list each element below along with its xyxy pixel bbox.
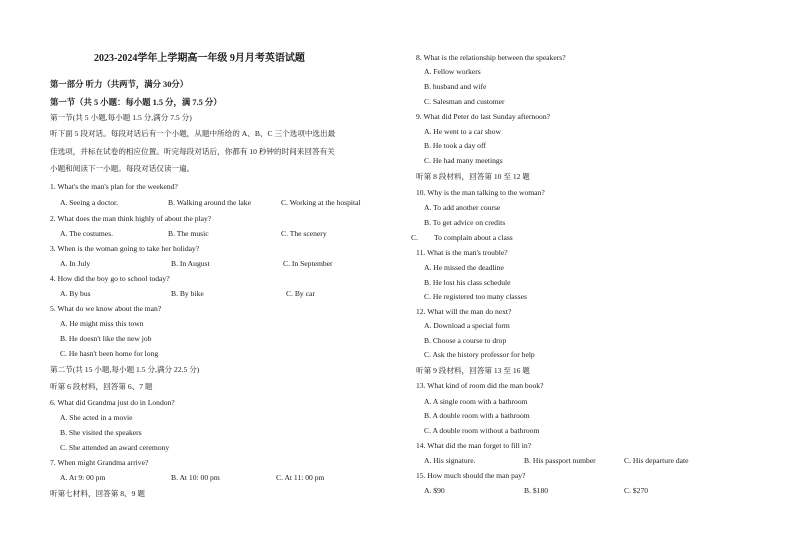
question-8-option-b: B. husband and wife bbox=[424, 82, 487, 91]
question-7-stem: 7. When might Grandma arrive? bbox=[50, 458, 149, 467]
question-10-stem: 10. Why is the man talking to the woman? bbox=[416, 188, 545, 197]
question-11-option-a: A. He missed the deadline bbox=[424, 263, 504, 272]
question-12-option-b: B. Choose a course to drop bbox=[424, 336, 507, 345]
question-9-option-c: C. He had many meetings bbox=[424, 156, 503, 165]
question-2-option-b: B. The music bbox=[168, 229, 209, 238]
question-15-option-b: B. $180 bbox=[524, 486, 549, 495]
question-3-option-a: A. In July bbox=[60, 259, 91, 268]
question-10-option-b: B. To get advice on credits bbox=[424, 218, 506, 227]
question-4-option-c: C. By car bbox=[286, 289, 315, 298]
question-8-stem: 8. What is the relationship between the speakers? bbox=[416, 53, 566, 62]
question-6-stem: 6. What did Grandma just do in London? bbox=[50, 398, 175, 407]
question-7-option-a: A. At 9: 00 pm bbox=[60, 473, 106, 482]
page-title: 2023-2024学年上学期高一年级 9月月考英语试题 bbox=[94, 53, 305, 64]
question-13-option-b: B. A double room with a bathroom bbox=[424, 411, 530, 420]
question-10-option-c: To complain about a class bbox=[434, 233, 513, 242]
question-9-option-a: A. He went to a car show bbox=[424, 127, 501, 136]
question-10-option-a: A. To add another course bbox=[424, 203, 501, 212]
question-15-option-c: C. $270 bbox=[624, 486, 649, 495]
question-5-stem: 5. What do we know about the man? bbox=[50, 304, 162, 313]
instructions-line-1: 听下面 5 段对话。每段对话后有一个小题，从题中所给的 A、B、C 三个选项中选出最 bbox=[50, 129, 336, 138]
question-1-stem: 1. What's the man's plan for the weekend? bbox=[50, 182, 178, 191]
question-4-stem: 4. How did the boy go to school today? bbox=[50, 274, 170, 283]
question-3-option-c: C. In September bbox=[283, 259, 333, 268]
section1-heading-alt: 第一节(共 5 小题,每小题 1.5 分,满分 7.5 分) bbox=[50, 113, 192, 122]
question-7-option-b: B. At 10: 00 pm bbox=[171, 473, 220, 482]
question-8-option-a: A. Fellow workers bbox=[424, 67, 481, 76]
question-14-stem: 14. What did the man forget to fill in? bbox=[416, 441, 532, 450]
question-2-option-a: A. The costumes. bbox=[60, 229, 114, 238]
question-13-option-c: C. A double room without a bathroom bbox=[424, 426, 540, 435]
question-5-option-c: C. He hasn't been home for long bbox=[60, 349, 159, 358]
question-2-option-c: C. The scenery bbox=[281, 229, 327, 238]
question-4-option-a: A. By bus bbox=[60, 289, 91, 298]
question-14-option-c: C. His departure date bbox=[624, 456, 689, 465]
material-9-instruction: 听第 9 段材料，回答第 13 至 16 题 bbox=[416, 366, 530, 375]
question-15-option-a: A. $90 bbox=[424, 486, 445, 495]
question-1-option-a: A. Seeing a doctor. bbox=[60, 198, 118, 207]
question-4-option-b: B. By bike bbox=[171, 289, 204, 298]
question-9-stem: 9. What did Peter do last Sunday afternoon? bbox=[416, 112, 550, 121]
question-12-option-a: A. Download a special form bbox=[424, 321, 510, 330]
instructions-line-3: 小题和阅读下一小题。每段对话仅读一遍。 bbox=[50, 164, 195, 173]
question-13-stem: 13. What kind of room did the man book? bbox=[416, 381, 544, 390]
instructions-line-2: 佳选项，并标在试卷的相应位置。听完每段对话后，你都有 10 秒钟的时间来回答有关 bbox=[50, 147, 335, 156]
question-13-option-a: A. A single room with a bathroom bbox=[424, 397, 528, 406]
question-11-option-b: B. He lost his class schedule bbox=[424, 278, 511, 287]
question-14-option-a: A. His signature. bbox=[424, 456, 476, 465]
question-15-stem: 15. How much should the man pay? bbox=[416, 471, 526, 480]
question-8-option-c: C. Salesman and customer bbox=[424, 97, 505, 106]
question-1-option-c: C. Working at the hospital bbox=[281, 198, 361, 207]
section2-heading: 第二节(共 15 小题,每小题 1.5 分,满分 22.5 分) bbox=[50, 365, 200, 374]
question-6-option-c: C. She attended an award ceremony bbox=[60, 443, 170, 452]
question-2-stem: 2. What does the man think highly of about the play? bbox=[50, 214, 212, 223]
question-10-option-c-letter: C. bbox=[411, 233, 418, 242]
question-6-option-b: B. She visited the speakers bbox=[60, 428, 142, 437]
question-3-option-b: B. In August bbox=[171, 259, 210, 268]
question-12-stem: 12. What will the man do next? bbox=[416, 307, 512, 316]
question-11-option-c: C. He registered too many classes bbox=[424, 292, 527, 301]
question-3-stem: 3. When is the woman going to take her holiday? bbox=[50, 244, 200, 253]
question-9-option-b: B. He took a day off bbox=[424, 141, 486, 150]
section1-heading: 第一节（共 5 小题：每小题 1.5 分，满 7.5 分） bbox=[50, 98, 222, 107]
part1-heading: 第一部分 听力（共两节，满分 30分） bbox=[50, 80, 189, 89]
question-1-option-b: B. Walking around the lake bbox=[168, 198, 251, 207]
question-5-option-b: B. He doesn't like the new job bbox=[60, 334, 152, 343]
question-6-option-a: A. She acted in a movie bbox=[60, 413, 133, 422]
material-7-instruction: 听第七材料，回答第 8、9 题 bbox=[50, 489, 145, 498]
question-12-option-c: C. Ask the history professor for help bbox=[424, 350, 535, 359]
question-14-option-b: B. His passport number bbox=[524, 456, 596, 465]
material-8-instruction: 听第 8 段材料，回答第 10 至 12 题 bbox=[416, 172, 530, 181]
question-7-option-c: C. At 11: 00 pm bbox=[276, 473, 325, 482]
question-11-stem: 11. What is the man's trouble? bbox=[416, 248, 508, 257]
material-6-instruction: 听第 6 段材料，回答第 6、7 题 bbox=[50, 382, 153, 391]
question-5-option-a: A. He might miss this town bbox=[60, 319, 144, 328]
